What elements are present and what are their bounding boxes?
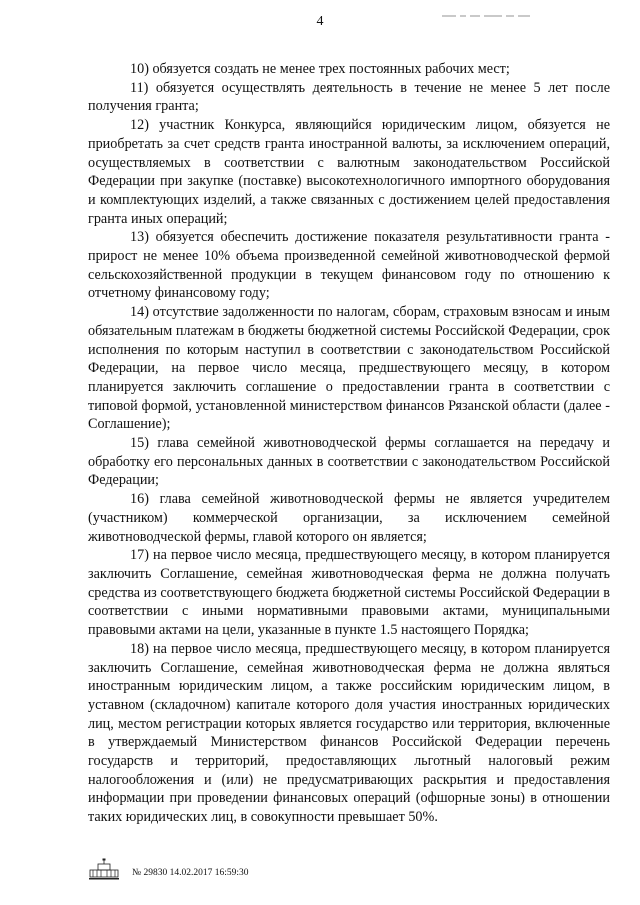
paragraph-item-13: 13) обязуется обеспечить достижение показателя результативности гранта - прирост не менее 10% объема произведенной семейной животноводческой фермой сельскохозяйственной продукции в текущем финансовом году по отношению к отчетному финансовому году;	[88, 229, 610, 302]
paragraph-item-14: 14) отсутствие задолженности по налогам, сборам, страховым взносам и иным обязательным платежам в бюджеты бюджетной системы Российской Федерации, срок исполнения по которым наступил в соответствии с законодательством Российской Федерации, на первое число месяца, предшествующего месяцу, в котором планируется заключить соглашение о предоставлении гранта в соответствии с типовой формой, установленной министерством финансов Рязанской области (далее - Соглашение);	[88, 304, 610, 433]
paragraph-item-12: 12) участник Конкурса, являющийся юридическим лицом, обязуется не приобретать за счет средств гранта иностранной валюты, за исключением операций, осуществляемых в соответствии с валютным законодательством Российской Федерации при закупке (поставке) высокотехнологичного импортного оборудования и комплектующих изделий, а также связанных с достижением целей предоставления гранта иных операций;	[88, 117, 610, 227]
paragraph-item-15: 15) глава семейной животноводческой фермы соглашается на передачу и обработку его персональных данных в соответствии с законодательством Российской Федерации;	[88, 435, 610, 489]
registration-footer	[88, 858, 388, 882]
paragraph-item-18: 18) на первое число месяца, предшествующего месяцу, в котором планируется заключить Соглашение, семейная животноводческая ферма не должна являться иностранным юридическим лицом, а также российским юридическим лицом, в уставном (складочном) капитале которого доля участия иностранных юридических лиц, местом регистрации которых является государство или территория, включенные в утверждаемый Министерством финансов Российской Федерации перечень государств и территорий, предоставляющих льготный налоговый режим налогообложения и (или) не предусматривающих раскрытия и предоставления информации при проведении финансовых операций (офшорные зоны) в отношении таких юридических лиц, в совокупности превышает 50%.	[88, 640, 610, 826]
document-body	[88, 60, 610, 827]
paragraph-item-17: 17) на первое число месяца, предшествующего месяцу, в котором планируется заключить Соглашение, семейная животноводческая ферма не должна получать средства из соответствующего бюджета бюджетной системы Российской Федерации в соответствии с иными нормативными правовыми актами, муниципальными правовыми актами на цели, указанные в пункте 1.5 настоящего Порядка;	[88, 547, 610, 639]
paragraph-item-16: 16) глава семейной животноводческой фермы не является учредителем (участником) коммерческой организации, за исключением семейной животноводческой фермы, главой которого он является;	[88, 491, 610, 545]
paragraph-item-11: 11) обязуется осуществлять деятельность в течение не менее 5 лет после получения гранта;	[88, 79, 610, 115]
scan-artifact	[442, 4, 562, 10]
building-logo-icon	[88, 858, 120, 880]
page-number: 4	[316, 14, 324, 29]
registration-stamp: № 29830 14.02.2017 16:59:30	[132, 868, 249, 878]
paragraph-item-10: 10) обязуется создать не менее трех постоянных рабочих мест;	[130, 61, 510, 77]
